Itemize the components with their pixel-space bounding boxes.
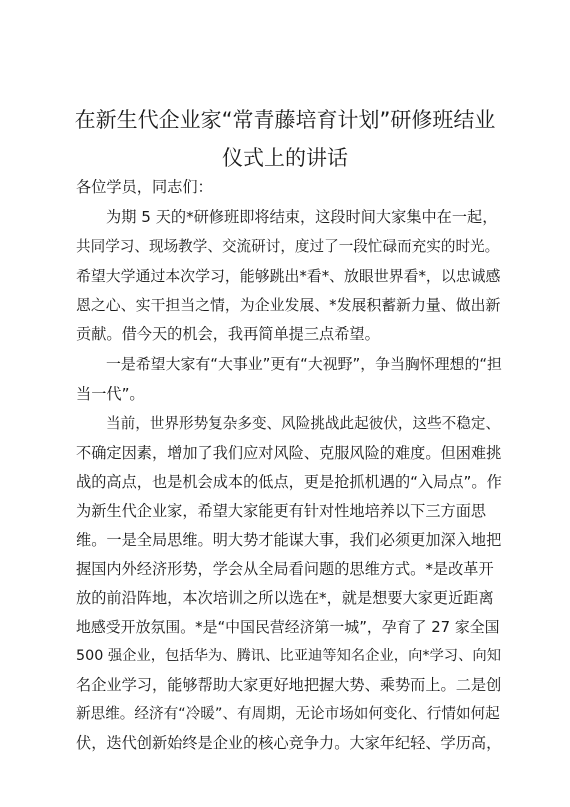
- paragraph-line: 不确定因素，增加了我们应对风险、克服风险的难度。但困难挑: [76, 444, 502, 462]
- paragraph-line: 希望大学通过本次学习，能够跳出*看*、放眼世界看*，以忠诚感: [76, 267, 501, 285]
- paragraph-line: 当一代”。: [76, 385, 145, 403]
- paragraph-line: 新思维。经济有“冷暖”、有周期，无论市场如何变化、行情如何起: [76, 705, 500, 722]
- paragraph-line: 放的前沿阵地，本次培训之所以选在*，就是想要大家更近距离: [76, 589, 494, 607]
- document-title-line-2: 仪式上的讲话: [222, 146, 348, 170]
- paragraph-line: 伏，迭代创新始终是企业的核心竞争力。大家年纪轻、学历高，: [76, 734, 502, 752]
- paragraph-line: 贡献。借今天的机会，我再简单提三点希望。: [76, 325, 380, 343]
- paragraph-line: 一是希望大家有“大事业”更有“大视野”，争当胸怀理想的“担: [106, 355, 502, 373]
- salutation: 各位学员，同志们：: [76, 178, 213, 196]
- paragraph-line: 为新生代企业家，希望大家能更有针对性地培养以下三方面思: [76, 502, 487, 520]
- paragraph-line: 名企业学习，能够帮助大家更好地把握大势、乘势而上。二是创: [76, 676, 502, 694]
- document-title-line-1: 在新生代企业家“常青藤培育计划”研修班结业: [74, 108, 496, 132]
- paragraph-line: 握国内外经济形势，学会从全局看问题的思维方式。*是改革开: [76, 560, 494, 578]
- paragraph-line: 共同学习、现场教学、交流研讨，度过了一段忙碌而充实的时光。: [76, 238, 500, 255]
- paragraph-line: 当前，世界形势复杂多变、风险挑战此起彼伏，这些不稳定、: [106, 415, 501, 432]
- paragraph-line: 为期 5 天的*研修班即将结束，这段时间大家集中在一起，: [106, 208, 498, 226]
- paragraph-line: 恩之心、实干担当之情，为企业发展、*发展积蓄新力量、做出新: [76, 296, 501, 314]
- paragraph-line: 战的高点，也是机会成本的低点，更是抢抓机遇的“入局点”。作: [76, 473, 502, 491]
- paragraph-line: 地感受开放氛围。*是“中国民营经济第一城”，孕育了 27 家全国: [76, 618, 500, 636]
- paragraph-line: 维。一是全局思维。明大势才能谋大事，我们必须更加深入地把: [76, 531, 502, 549]
- paragraph-line: 500 强企业，包括华为、腾讯、比亚迪等知名企业，向*学习、向知: [76, 648, 501, 664]
